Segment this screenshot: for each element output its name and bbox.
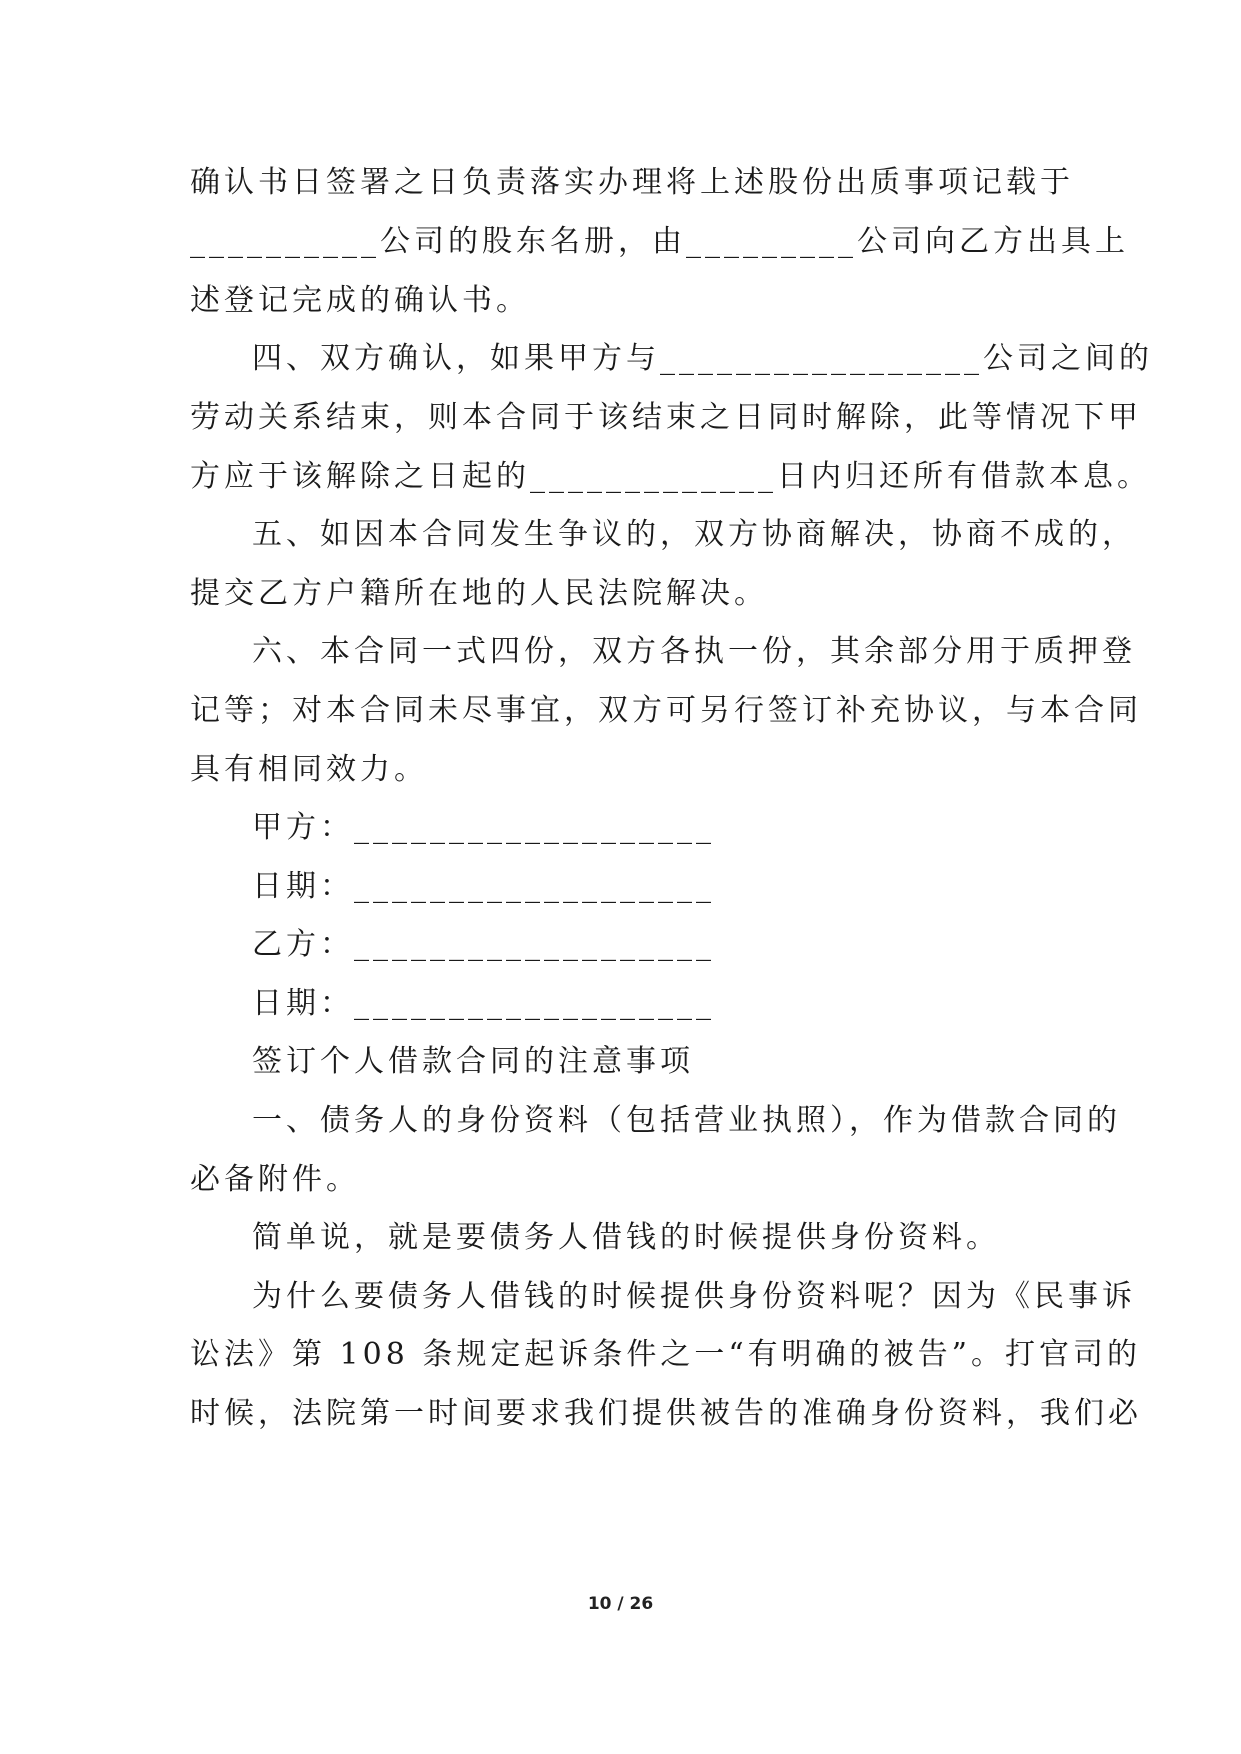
paragraph-line: 为什么要债务人借钱的时候提供身份资料呢？因为《民事诉 xyxy=(252,1279,1136,1314)
paragraph-line: 必备附件。 xyxy=(190,1162,360,1197)
section-heading: 签订个人借款合同的注意事项 xyxy=(252,1044,694,1079)
signature-field-date-b: 日期：___________________ xyxy=(252,986,715,1021)
paragraph-line: 四、双方确认，如果甲方与_________________公司之间的 xyxy=(252,341,1153,376)
paragraph-line: 记等；对本合同未尽事宜，双方可另行签订补充协议，与本合同 xyxy=(190,693,1142,728)
paragraph-line: 六、本合同一式四份，双方各执一份，其余部分用于质押登 xyxy=(252,634,1136,669)
page-number: 10 / 26 xyxy=(587,1594,654,1614)
paragraph-line: 简单说，就是要债务人借钱的时候提供身份资料。 xyxy=(252,1220,1000,1255)
paragraph-line: __________公司的股东名册，由_________公司向乙方出具上 xyxy=(190,224,1129,259)
paragraph-line: 五、如因本合同发生争议的，双方协商解决，协商不成的， xyxy=(252,517,1136,552)
paragraph-line: 劳动关系结束，则本合同于该结束之日同时解除，此等情况下甲 xyxy=(190,400,1142,435)
paragraph-line: 提交乙方户籍所在地的人民法院解决。 xyxy=(190,576,768,611)
paragraph-line: 述登记完成的确认书。 xyxy=(190,283,530,318)
signature-field-party-b: 乙方：___________________ xyxy=(252,927,715,962)
paragraph-line: 方应于该解除之日起的_____________日内归还所有借款本息。 xyxy=(190,459,1151,494)
paragraph-line: 具有相同效力。 xyxy=(190,752,428,787)
signature-field-date-a: 日期：___________________ xyxy=(252,869,715,904)
signature-field-party-a: 甲方：___________________ xyxy=(252,810,715,845)
paragraph-line: 确认书日签署之日负责落实办理将上述股份出质事项记载于 xyxy=(190,165,1074,200)
paragraph-line: 讼法》第 108 条规定起诉条件之一“有明确的被告”。打官司的 xyxy=(190,1337,1142,1372)
paragraph-line: 时候，法院第一时间要求我们提供被告的准确身份资料，我们必 xyxy=(190,1396,1142,1431)
paragraph-line: 一、债务人的身份资料（包括营业执照），作为借款合同的 xyxy=(252,1103,1121,1138)
